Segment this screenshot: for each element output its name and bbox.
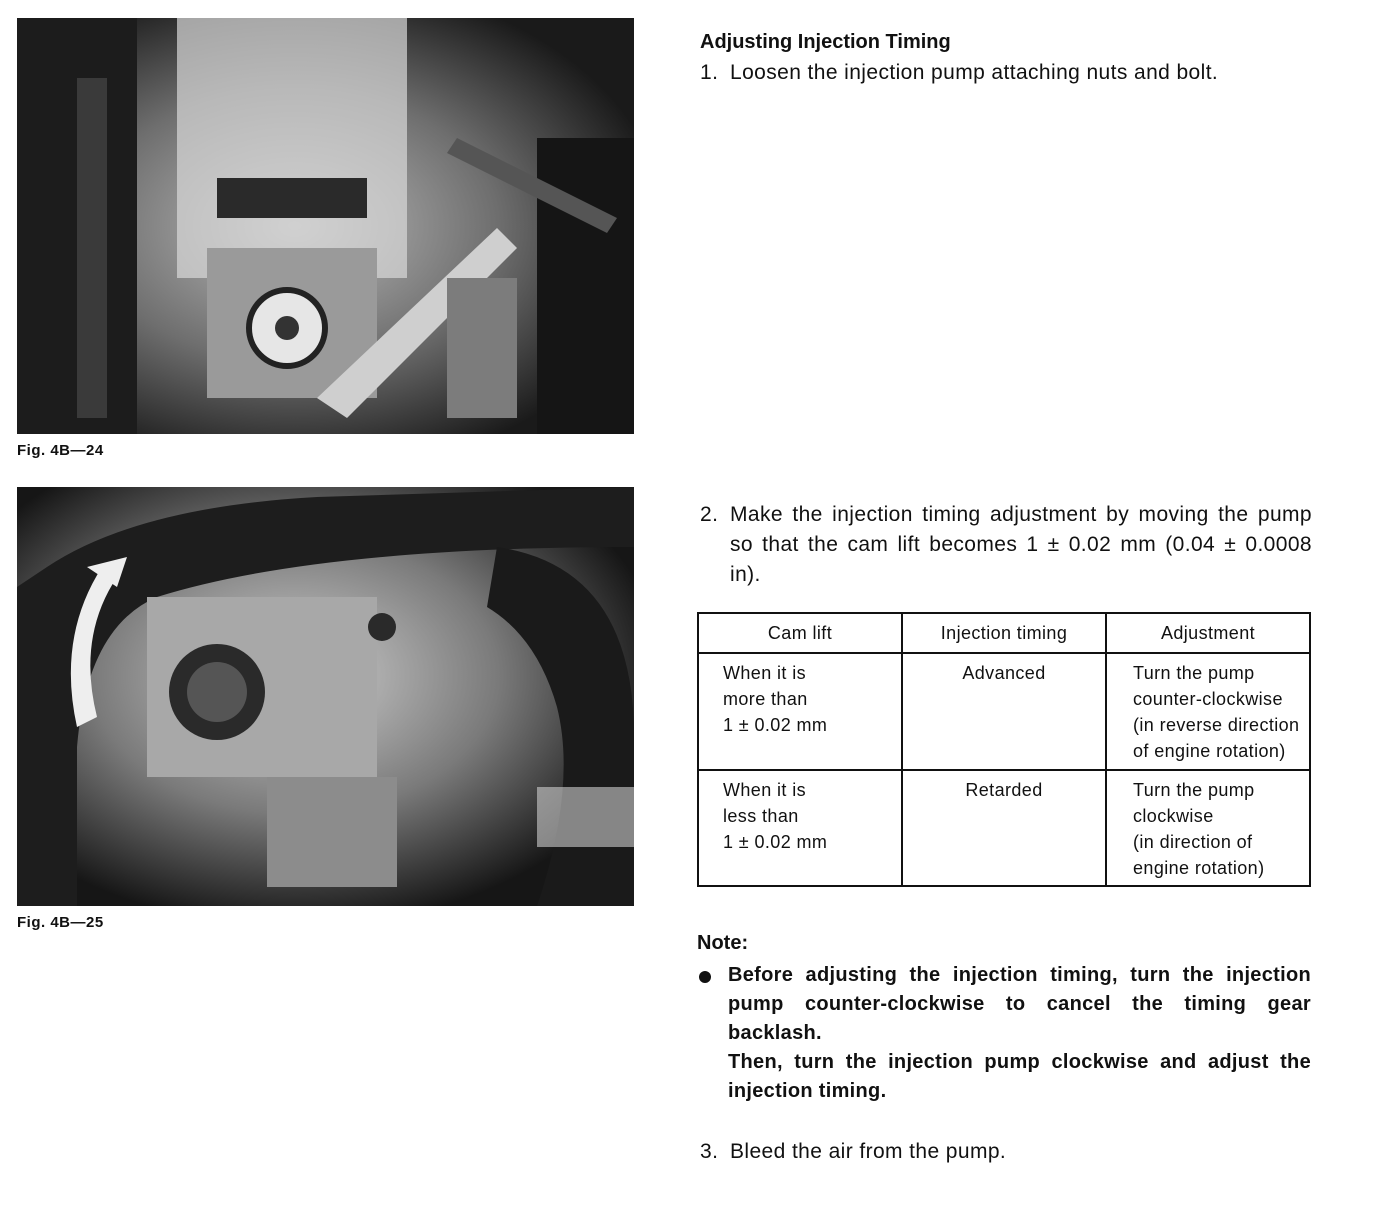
note-text [728, 961, 1311, 1106]
figure-photo-2 [17, 487, 634, 906]
note-line: Before adjusting the injection timing, turn the injection pump counter-clockwise to cancel the timing gear backlash. [728, 964, 1311, 1044]
cell-line: When it is [723, 663, 807, 683]
cell-line: 1 ± 0.02 mm [723, 715, 828, 735]
injection-timing-cell: Retarded [902, 770, 1106, 887]
note-line: Then, turn the injection pump clockwise and adjust the injection timing. [728, 1051, 1311, 1102]
step-text: Make the injection timing adjustment by moving the pump so that the cam lift becomes 1 ± 0.02 mm (0.04 ± 0.0008 in). [730, 503, 1312, 586]
step-number: 1. [700, 61, 719, 84]
cam-lift-table [697, 612, 1311, 887]
table-row [698, 653, 1310, 770]
cell-line: more than [723, 689, 808, 709]
note-body [697, 961, 1311, 1106]
step-number: 3. [700, 1140, 719, 1163]
engine-photo-2 [17, 487, 634, 906]
column-header-adjustment: Adjustment [1106, 613, 1310, 653]
figure-photo-1 [17, 18, 634, 434]
cell-line: When it is [723, 779, 807, 800]
step-number: 2. [700, 503, 719, 526]
cell-line: clockwise [1133, 805, 1214, 826]
figure-caption-1: Fig. 4B—24 [17, 442, 104, 459]
section-heading: Adjusting Injection Timing [700, 31, 951, 53]
column-header-injection-timing: Injection timing [902, 613, 1106, 653]
step-1 [700, 58, 1312, 88]
cam-lift-cell [698, 653, 902, 770]
table-header-row [698, 613, 1310, 653]
cam-lift-cell [698, 770, 902, 887]
injection-timing-cell: Advanced [902, 653, 1106, 770]
column-header-cam-lift: Cam lift [698, 613, 902, 653]
cell-line: counter-clockwise [1133, 689, 1283, 709]
step-text: Loosen the injection pump attaching nuts and bolt. [730, 61, 1219, 84]
cell-line: Turn the pump [1133, 663, 1255, 683]
cell-line: of engine rotation) [1133, 741, 1286, 761]
table-row [698, 770, 1310, 887]
cell-line: (in direction of [1133, 831, 1253, 852]
step-text: Bleed the air from the pump. [730, 1140, 1007, 1163]
step-2 [700, 500, 1312, 590]
cell-line: less than [723, 805, 799, 826]
cell-line: Turn the pump [1133, 779, 1255, 800]
cell-line: 1 ± 0.02 mm [723, 831, 828, 852]
figure-caption-2: Fig. 4B—25 [17, 914, 104, 931]
adjustment-cell [1106, 653, 1310, 770]
cell-line: engine rotation) [1133, 857, 1265, 878]
bullet-icon [699, 971, 711, 983]
note-title: Note: [697, 932, 749, 954]
cell-line: (in reverse direction [1133, 715, 1300, 735]
engine-photo-1 [17, 18, 634, 434]
step-3 [700, 1137, 1312, 1167]
adjustment-cell [1106, 770, 1310, 887]
